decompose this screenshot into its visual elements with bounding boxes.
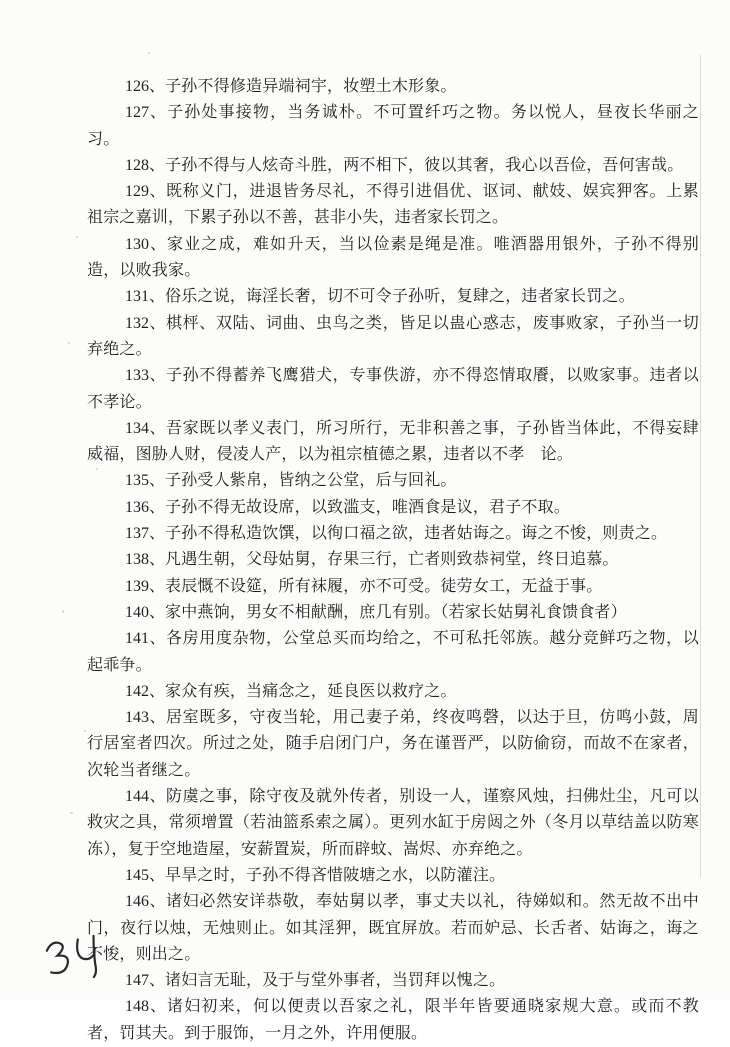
rule-item: [87, 889, 699, 968]
rule-text: 家业之成，难如升天，当以俭素是绳是准。唯酒器用银外，子孙不得别造，以败我家。: [87, 235, 699, 280]
rule-text: 家众有疾，当痛念之，延良医以救疗之。: [165, 682, 457, 700]
rule-item: [87, 600, 699, 626]
rule-text: 诸妇言无耻，及于与堂外事者，当罚拜以愧之。: [165, 972, 506, 990]
rule-item: [87, 74, 699, 100]
rule-text: 俗乐之说，诲淫长奢，切不可令子孙听，复肆之，违者家长罚之。: [165, 288, 635, 306]
rule-number: 132、: [125, 314, 166, 332]
rule-item: [87, 574, 699, 600]
rule-text: 居室既多，守夜当轮，用己妻子弟，终夜鸣磬，以达于旦，仿鸣小鼓，周行居室者四次。所过之处，随手启闭门户，务在谨晋严，以防偷窃，而故不在家者，次轮当者继之。: [87, 709, 699, 779]
scan-speck: [70, 812, 73, 814]
rule-number: 126、: [125, 78, 166, 95]
rule-text: 各房用度杂物，公堂总买而均给之，不可私托邻族。越分竞鲜巧之物，以起乖争。: [87, 630, 699, 674]
rule-text: 早旱之时，子孙不得吝惜陂塘之水，以防灌注。: [165, 866, 506, 884]
scan-speck: [76, 236, 78, 238]
scan-speck: [84, 730, 86, 732]
rule-number: 129、: [125, 183, 166, 201]
rule-item: [87, 495, 699, 521]
scan-speck: [148, 52, 150, 54]
rule-text: 既称义门，进退皆务尽礼，不得引进倡优、讴词、献妓、娱宾狎客。上累祖宗之嘉训，下累子孙以不善，甚非小失，违者家长罚之。: [87, 183, 699, 227]
rule-number: 130、: [125, 235, 167, 253]
rule-text: 吾家既以孝义表门，所习所行，无非积善之事，子孙皆当体此，不得妄肆威福，图胁人财，侵凌人产，以为祖宗植德之累，违者以不孝 论。: [87, 419, 699, 464]
scan-speck: [62, 610, 64, 613]
rule-number: 127、: [125, 104, 167, 122]
rule-item: [87, 626, 699, 679]
rule-number: 143、: [125, 709, 166, 727]
rules-list: [87, 74, 699, 1047]
rule-text: 诸妇必然安详恭敬，奉姑舅以孝，事丈夫以礼，待娣姒和。然无故不出中门，夜行以烛，无烛则止。如其淫狎，既宜屏放。若而妒忌、长舌者、姑诲之，诲之不悛，则出之。: [87, 893, 699, 963]
rule-number: 144、: [125, 788, 166, 806]
rule-text: 棋枰、双陆、词曲、虫鸟之类，皆足以蛊心惑志，废事败家，子孙当一切弃绝之。: [87, 314, 699, 358]
rule-text: 诸妇初来，何以便责以吾家之礼，限半年皆要通晓家规大意。或而不教者，罚其夫。到于服饰，一月之外，许用便服。: [87, 998, 699, 1042]
rule-item: [87, 363, 699, 416]
rule-text: 表辰慨不设筵，所有袜履，亦不可受。徒劳女工，无益于事。: [165, 577, 603, 595]
rule-item: [87, 994, 699, 1047]
rule-text: 子孙不得修造异端祠宇，妆塑土木形象。: [165, 78, 457, 95]
rule-number: 141、: [125, 630, 166, 648]
rule-item: [87, 968, 699, 994]
rule-number: 131、: [125, 288, 166, 306]
scan-speck: [96, 468, 98, 470]
rule-text: 子孙受人紫帛，皆纳之公堂，后与回礼。: [165, 472, 457, 490]
rule-item: [87, 521, 699, 547]
rule-text: 子孙不得私造饮馔，以徇口福之欲，违者姑诲之。诲之不悛，则责之。: [165, 525, 668, 543]
rule-item: [87, 416, 699, 469]
rule-text: 子孙不得蓄养飞鹰猎犬，专事佚游，亦不得恣情取餍，以败家事。违者以不孝论。: [87, 367, 699, 411]
rule-text: 子孙不得与人炫奇斗胜，两不相下，彼以其奢，我心以吾俭，吾何害哉。: [165, 156, 684, 174]
rule-number: 148、: [125, 998, 167, 1016]
rule-number: 134、: [125, 419, 166, 437]
rule-number: 133、: [125, 367, 166, 385]
rule-number: 128、: [125, 156, 166, 174]
rule-item: [87, 547, 699, 573]
rule-item: [87, 232, 699, 285]
rule-text: 子孙不得无故设席，以致滥支，唯酒食是议，君子不取。: [165, 498, 571, 516]
rule-number: 138、: [125, 551, 166, 569]
rule-number: 135、: [125, 472, 166, 490]
scan-artifact-line: [700, 55, 701, 877]
rule-number: 145、: [125, 866, 166, 884]
rule-item: [87, 284, 699, 310]
rule-item: [87, 153, 699, 179]
rule-number: 146、: [125, 893, 166, 911]
rule-item: [87, 468, 699, 494]
rule-text: 子孙处事接物，当务诚朴。不可置纤巧之物。务以悦人，昼夜长华丽之习。: [87, 104, 699, 148]
rule-number: 139、: [125, 577, 166, 595]
rule-item: [87, 311, 699, 364]
rule-item: [87, 679, 699, 705]
rule-number: 140、: [125, 603, 166, 621]
handwritten-page-number: [35, 926, 113, 994]
rule-item: [87, 705, 699, 784]
rule-number: 142、: [125, 682, 166, 700]
rule-item: [87, 100, 699, 153]
rule-item: [87, 784, 699, 863]
rule-item: [87, 179, 699, 232]
rule-item: [87, 863, 699, 889]
rule-number: 147、: [125, 972, 166, 990]
rule-text: 凡遇生朝，父母姑舅，存果三行，亡者则致恭祠堂，终日追慕。: [165, 551, 619, 569]
rule-text: 家中燕饷，男女不相献酬，庶几有别。（若家长姑舅礼食馈食者）: [165, 603, 627, 621]
scan-speck: [68, 342, 70, 344]
rule-number: 137、: [125, 525, 166, 543]
rule-text: 防虞之事，除守夜及就外传者，别设一人，谨察风烛，扫佛灶尘，凡可以救灾之具，常须增置（若油篮系索之属）。更列水缸于房闼之外（冬月以草结盖以防寒冻），复于空地造屋，安薪置炭，所而辟蚊、嵩烬、亦弃绝之。: [87, 788, 699, 858]
rule-number: 136、: [125, 498, 166, 516]
